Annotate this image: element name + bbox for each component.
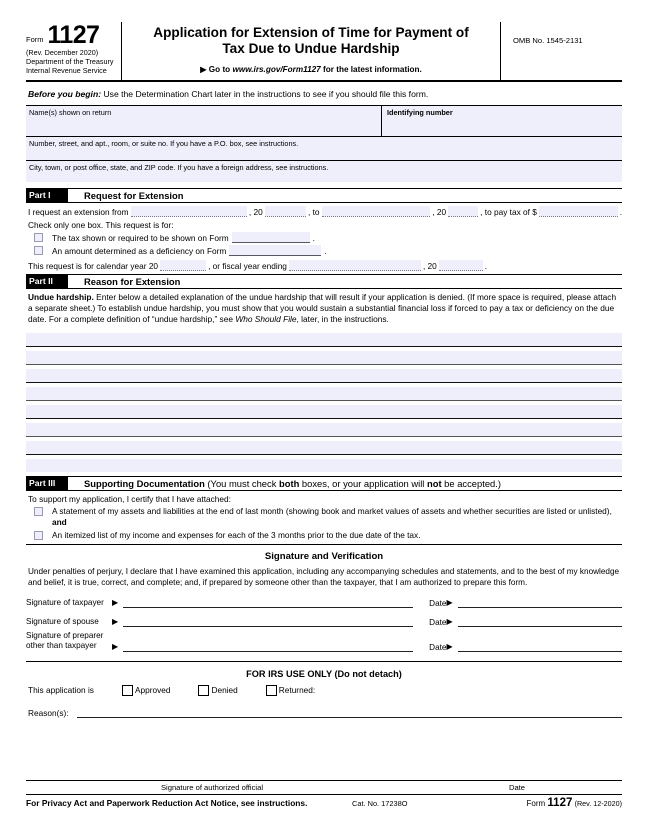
part-1-title: Request for Extension — [84, 190, 184, 201]
part-3-header — [26, 476, 622, 491]
deficiency-period: . — [324, 245, 327, 256]
before-you-begin-text: Use the Determination Chart later in the instructions to see if you should file this form. — [103, 89, 429, 99]
part-3-title-rest-c: be accepted.) — [441, 478, 501, 490]
header-title-block — [122, 22, 500, 80]
tax-amount-input[interactable] — [539, 206, 618, 217]
official-date-label: Date — [508, 782, 526, 792]
form-footer — [26, 794, 622, 809]
footer-form-word: Form — [526, 798, 546, 808]
support-application-lead: To support my application, I certify that I have attached: — [28, 494, 231, 505]
to-year-mark: , 20 — [432, 207, 447, 217]
taxpayer-signature-input[interactable] — [123, 598, 413, 608]
irs-disposition-row — [26, 685, 622, 696]
denied-checkbox[interactable] — [198, 685, 209, 696]
goto-suffix-text: for the latest information. — [323, 65, 422, 75]
taxpayer-signature-label: Signature of taxpayer — [26, 597, 104, 607]
spouse-arrow-icon: ▶ — [112, 617, 119, 627]
spouse-date-label: Date — [429, 618, 447, 628]
form-header — [26, 22, 622, 82]
returned-label: Returned: — [278, 685, 316, 696]
check-one-box-instruction: Check only one box. This request is for: — [28, 220, 174, 230]
explanation-line[interactable] — [26, 459, 622, 472]
signature-verification-heading: Signature and Verification — [264, 550, 384, 562]
part-2-tag: Part II — [26, 275, 68, 288]
explanation-line[interactable] — [26, 405, 622, 419]
spouse-signature-row — [26, 617, 622, 627]
identifying-number-label: Identifying number — [387, 107, 453, 117]
taxpayer-date-arrow-icon: ▶ — [446, 597, 453, 607]
deficiency-label: An amount determined as a deficiency on Form — [52, 245, 227, 256]
authorized-official-row — [26, 780, 622, 794]
who-should-file-reference: Who Should File — [235, 314, 297, 325]
form-title-line2: Tax Due to Undue Hardship — [222, 41, 400, 57]
part-2-title: Reason for Extension — [84, 276, 181, 287]
returned-checkbox[interactable] — [266, 685, 277, 696]
explanation-line[interactable] — [26, 369, 622, 383]
form-word-label: Form — [26, 35, 44, 45]
footer-revision: (Rev. 12-2020) — [574, 798, 622, 808]
itemized-list-label: An itemized list of my income and expenses for each of the 3 months prior to the due date of the tax. — [52, 529, 421, 540]
request-extension-prefix: I request an extension from — [28, 207, 129, 217]
undue-hardship-instructions — [26, 289, 622, 329]
footer-spacer — [398, 781, 412, 794]
extension-from-year-input[interactable] — [265, 206, 306, 217]
part-3-title — [68, 478, 501, 489]
extension-to-input[interactable] — [322, 206, 431, 217]
privacy-act-notice: For Privacy Act and Paperwork Reduction Act Notice, see instructions. — [26, 797, 308, 808]
part-3-title-bold: Supporting Documentation — [84, 478, 205, 490]
reason-label: Reason(s): — [28, 707, 69, 718]
part-1-option-1-row[interactable] — [26, 231, 622, 244]
footer-form-identity — [482, 797, 622, 809]
part-1-tag: Part I — [26, 189, 68, 202]
irs-use-only-heading: FOR IRS USE ONLY (Do not detach) — [246, 668, 402, 679]
goto-arrow-icon: ▶ Go to — [200, 65, 231, 75]
part-3-item-1-row[interactable] — [26, 505, 622, 529]
explanation-line[interactable] — [26, 423, 622, 437]
part-2-header — [26, 274, 622, 289]
denied-label: Denied — [211, 685, 238, 696]
form-number: 1127 — [47, 21, 100, 49]
treasury-department: Department of the Treasury — [26, 56, 114, 66]
extension-period-row — [26, 203, 622, 217]
part-3-tag: Part III — [26, 477, 68, 490]
calendar-year-prefix: This request is for calendar year 20 — [28, 261, 159, 271]
application-is-label: This application is — [28, 685, 94, 696]
undue-hardship-lead: Undue hardship. — [28, 292, 94, 302]
name-field[interactable] — [26, 106, 382, 136]
catalog-number: Cat. No. 17238O — [352, 798, 408, 808]
preparer-arrow-icon: ▶ — [112, 641, 119, 651]
form-title-line1: Application for Extension of Time for Payment of — [153, 25, 469, 40]
assets-statement-text: A statement of my assets and liabilities at the end of last month (showing book and market values of assets and whether securities are listed or unlisted), — [52, 506, 612, 517]
spouse-signature-label: Signature of spouse — [26, 616, 99, 626]
to-word: , to — [307, 207, 320, 217]
spouse-date-input[interactable] — [458, 617, 622, 627]
reason-row — [26, 708, 622, 718]
deficiency-checkbox[interactable] — [34, 246, 43, 255]
preparer-signature-label — [26, 631, 112, 652]
explanation-line[interactable] — [26, 333, 622, 347]
approved-checkbox[interactable] — [122, 685, 133, 696]
irs-use-blank-space — [26, 718, 622, 780]
reason-input[interactable] — [77, 708, 622, 718]
tax-shown-period: . — [312, 232, 315, 243]
undue-hardship-body-b: , later, in the instructions. — [296, 314, 389, 325]
authorized-official-label: Signature of authorized official — [160, 782, 264, 792]
tax-shown-form-input[interactable] — [232, 232, 310, 243]
extension-period-period: . — [619, 207, 622, 217]
before-you-begin — [26, 82, 622, 105]
undue-hardship-body-a: Enter below a detailed explanation of the undue hardship that will result if your application is denied. (If more space is required, please attach a separate sheet.) To establish undue hardship, you must show that you would sustain a substantial financial loss if forced to pay a tax or deficiency on the due date. For a complete definition of “undue hardship,” see — [28, 292, 617, 325]
explanation-lines — [26, 333, 622, 472]
part-1-body — [26, 203, 622, 274]
city-state-zip-label: City, town, or post office, state, and ZIP code. If you have a foreign address, see instructions. — [29, 162, 329, 172]
identifying-number-field[interactable] — [382, 106, 622, 136]
city-state-zip-field[interactable] — [26, 160, 622, 182]
part-3-item-2-row[interactable] — [26, 529, 622, 544]
goto-url-line — [130, 64, 492, 74]
explanation-line[interactable] — [26, 441, 622, 455]
irs-agency: Internal Revenue Service — [26, 65, 107, 75]
preparer-date-input[interactable] — [458, 642, 622, 652]
footer-form-number: 1127 — [547, 796, 573, 809]
header-form-identity — [26, 22, 122, 80]
fiscal-year-mark: , 20 — [422, 261, 437, 271]
before-you-begin-lead: Before you begin: — [28, 89, 102, 99]
preparer-date-arrow-icon: ▶ — [446, 641, 453, 651]
entity-name-row — [26, 105, 622, 136]
preparer-signature-input[interactable] — [123, 642, 413, 652]
taxpayer-signature-row — [26, 598, 622, 608]
assets-statement-label — [52, 506, 622, 528]
form-revision: (Rev. December 2020) — [26, 47, 99, 57]
extension-from-input[interactable] — [131, 206, 247, 217]
fiscal-year-input[interactable] — [439, 260, 483, 271]
preparer-signature-row — [26, 631, 622, 652]
itemized-list-checkbox[interactable] — [34, 531, 43, 540]
part-3-title-rest-b: boxes, or your application will — [299, 478, 427, 490]
extension-to-year-input[interactable] — [448, 206, 478, 217]
part-3-title-rest-a: (You must check — [204, 478, 279, 490]
deficiency-form-input[interactable] — [229, 245, 321, 256]
part-1-option-2-row[interactable] — [26, 244, 622, 257]
tax-shown-checkbox[interactable] — [34, 233, 43, 242]
preparer-label-line2: other than taxpayer — [26, 641, 97, 651]
tax-shown-label: The tax shown or required to be shown on Form — [52, 232, 229, 243]
taxpayer-date-input[interactable] — [458, 598, 622, 608]
from-year-mark: , 20 — [248, 207, 263, 217]
name-field-label: Name(s) shown on return — [29, 107, 112, 117]
street-address-field[interactable] — [26, 136, 622, 160]
taxpayer-date-label: Date — [429, 598, 447, 608]
calendar-year-input[interactable] — [160, 260, 206, 271]
pay-tax-of-label: , to pay tax of $ — [480, 207, 537, 217]
part-3-title-both: both — [279, 478, 300, 490]
fiscal-year-end-input[interactable] — [289, 260, 421, 271]
tax-year-period: . — [484, 261, 488, 271]
explanation-line[interactable] — [26, 351, 622, 365]
spouse-signature-input[interactable] — [123, 617, 413, 627]
part-1-header — [26, 188, 622, 203]
preparer-date-label: Date — [429, 642, 447, 652]
assets-statement-and: and — [52, 517, 67, 528]
street-address-label: Number, street, and apt., room, or suite no. If you have a P.O. box, see instructions. — [29, 138, 299, 148]
assets-statement-checkbox[interactable] — [34, 507, 43, 516]
tax-year-row — [26, 257, 622, 274]
fiscal-year-label: , or fiscal year ending — [208, 261, 287, 271]
approved-label: Approved — [134, 685, 171, 696]
perjury-statement: Under penalties of perjury, I declare that I have examined this application, including any accompanying schedules and statements, and to the best of my knowledge and belief, it is true, correct, and complete; and, if prepared by someone other than the taxpayer, that I am authorized to prepare this form. — [28, 566, 620, 587]
part-3-title-not: not — [426, 478, 442, 490]
goto-url-text[interactable]: www.irs.gov/Form1127 — [232, 65, 321, 75]
explanation-line[interactable] — [26, 387, 622, 401]
form-sheet — [26, 22, 622, 809]
omb-number: OMB No. 1545-2131 — [500, 22, 622, 80]
spouse-date-arrow-icon: ▶ — [446, 617, 453, 627]
taxpayer-arrow-icon: ▶ — [112, 597, 119, 607]
preparer-label-line1: Signature of preparer — [26, 631, 104, 641]
